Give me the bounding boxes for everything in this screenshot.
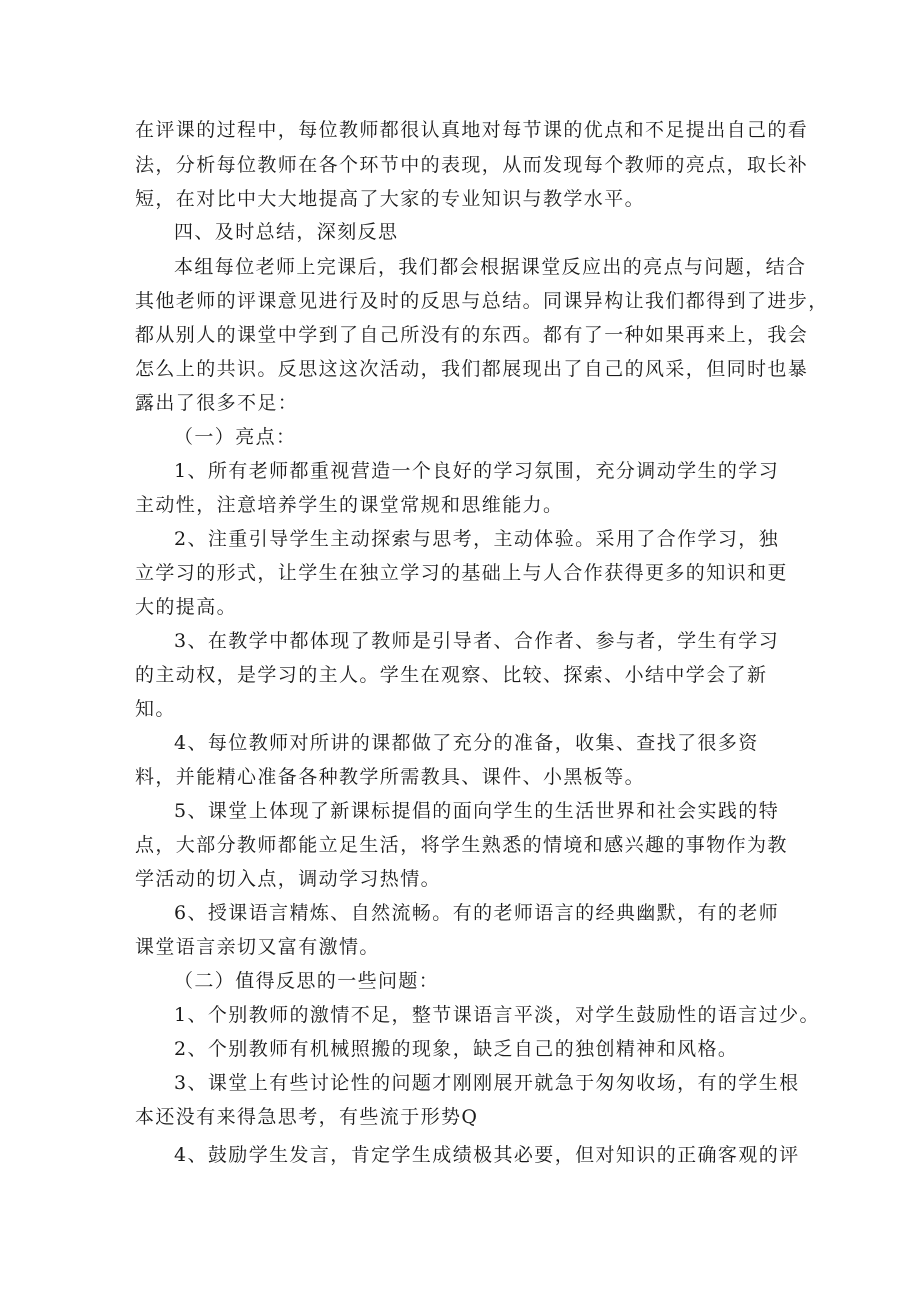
text-line: 立学习的形式，让学生在独立学习的基础上与人合作获得更多的知识和更	[135, 562, 788, 584]
subsection-heading: （二）值得反思的一些问题：	[174, 970, 440, 992]
text-line: 3、在教学中都体现了教师是引导者、合作者、参与者，学生有学习	[174, 630, 780, 652]
text-line: 都从别人的课堂中学到了自己所没有的东西。都有了一种如果再来上，我会	[135, 324, 809, 346]
text-line: 4、每位教师对所讲的课都做了充分的准备，收集、查找了很多资	[174, 732, 759, 754]
text-line: 2、个别教师有机械照搬的现象，缺乏自己的独创精神和风格。	[174, 1038, 739, 1060]
text-line: 3、课堂上有些讨论性的问题才刚刚展开就急于匆匆收场，有的学生根	[174, 1072, 800, 1094]
text-line: 课堂语言亲切又富有激情。	[135, 936, 380, 958]
text-line: 的主动权，是学习的主人。学生在观察、比较、探索、小结中学会了新	[135, 664, 768, 686]
text-line: 其他老师的评课意见进行及时的反思与总结。同课异构让我们都得到了进步，	[135, 290, 829, 312]
text-line: 怎么上的共识。反思这这次活动，我们都展现出了自己的风采，但同时也暴	[135, 358, 809, 380]
text-line: 料，并能精心准备各种教学所需教具、课件、小黑板等。	[135, 766, 646, 788]
text-line: 1、个别教师的激情不足，整节课语言平淡，对学生鼓励性的语言过少。	[174, 1004, 820, 1026]
text-line: 6、授课语言精炼、自然流畅。有的老师语言的经典幽默，有的老师	[174, 902, 780, 924]
text-line: 点，大部分教师都能立足生活，将学生熟悉的情境和感兴趣的事物作为教	[135, 834, 788, 856]
section-heading: 四、及时总结，深刻反思	[174, 221, 399, 243]
text-line: 2、注重引导学生主动探索与思考，主动体验。采用了合作学习，独	[174, 528, 780, 550]
text-line: 本组每位老师上完课后，我们都会根据课堂反应出的亮点与问题，结合	[174, 256, 807, 278]
text-line: 学活动的切入点，调动学习热情。	[135, 868, 442, 890]
text-line: 短，在对比中大大地提高了大家的专业知识与教学水平。	[135, 188, 646, 210]
text-line: 知。	[135, 698, 176, 720]
text-line: 4、鼓励学生发言，肯定学生成绩极其必要，但对知识的正确客观的评	[174, 1144, 800, 1166]
text-line: 在评课的过程中，每位教师都很认真地对每节课的优点和不足提出自己的看	[135, 119, 809, 141]
text-line: 主动性，注意培养学生的课堂常规和思维能力。	[135, 494, 564, 516]
text-line: 本还没有来得急思考，有些流于形势Q	[135, 1106, 479, 1128]
text-line: 法，分析每位教师在各个环节中的表现，从而发现每个教师的亮点，取长补	[135, 154, 809, 176]
text-line: 大的提高。	[135, 596, 238, 618]
text-line: 1、所有老师都重视营造一个良好的学习氛围，充分调动学生的学习	[174, 460, 780, 482]
text-line: 露出了很多不足：	[135, 392, 299, 414]
text-line: 5、课堂上体现了新课标提倡的面向学生的生活世界和社会实践的特	[174, 800, 780, 822]
subsection-heading: （一）亮点：	[174, 426, 297, 448]
